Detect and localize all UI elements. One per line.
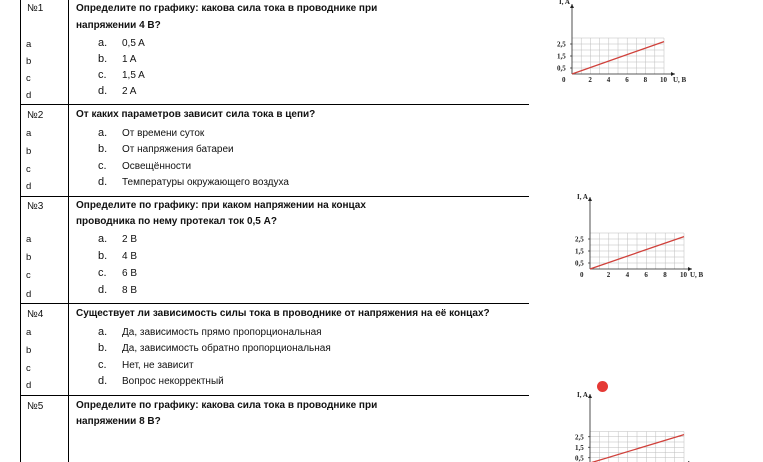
- option-key: b: [26, 345, 32, 356]
- option-letter: d.: [98, 284, 108, 296]
- option-letter: c.: [98, 267, 107, 279]
- question-text-line: проводника по нему протекал ток 0,5 A?: [76, 216, 277, 227]
- option-key: c: [26, 270, 31, 281]
- option-d[interactable]: 8 B: [122, 285, 138, 296]
- question-number: №1: [27, 3, 44, 14]
- y-axis-label: I, A: [559, 0, 570, 6]
- question-text-line: Определите по графику: какова сила тока в проводнике при: [76, 3, 378, 14]
- x-tick-label: 6: [644, 271, 648, 279]
- y-tick-label: 0,5: [557, 64, 566, 73]
- option-letter: b.: [98, 342, 108, 354]
- option-key: d: [26, 380, 32, 391]
- option-a[interactable]: 2 B: [122, 234, 138, 245]
- option-b[interactable]: Да, зависимость обратно пропорциональная: [122, 343, 331, 354]
- option-letter: d.: [98, 375, 108, 387]
- question-number: №4: [27, 309, 44, 320]
- option-letter: b.: [98, 53, 108, 65]
- option-b[interactable]: 4 B: [122, 251, 138, 262]
- option-key: a: [26, 39, 32, 50]
- x-tick-label: 6: [625, 76, 629, 84]
- option-key: b: [26, 56, 32, 67]
- option-key: d: [26, 181, 32, 192]
- x-tick-label: 4: [606, 76, 611, 84]
- option-letter: a.: [98, 326, 108, 338]
- option-key: c: [26, 363, 31, 374]
- question-text-line: напряжении 8 В?: [76, 416, 161, 427]
- option-key: d: [26, 90, 32, 101]
- option-key: a: [26, 128, 32, 139]
- option-key: b: [26, 252, 32, 263]
- x-tick-label: 4: [625, 271, 630, 279]
- option-d[interactable]: Температуры окружающего воздуха: [122, 177, 289, 188]
- option-a[interactable]: От времени суток: [122, 128, 205, 139]
- option-b[interactable]: От напряжения батареи: [122, 144, 234, 155]
- option-c[interactable]: Нет, не зависит: [122, 360, 194, 371]
- x-tick-label: 2: [588, 76, 592, 84]
- question-number: №5: [27, 401, 44, 412]
- x-axis-label: U, B: [673, 76, 687, 84]
- y-tick-label: 1,5: [557, 52, 566, 61]
- option-b[interactable]: 1 A: [122, 54, 137, 65]
- y-tick-label: 2,5: [575, 235, 584, 244]
- option-c[interactable]: Освещённости: [122, 161, 192, 172]
- y-tick-label: 0,5: [575, 259, 584, 268]
- row-divider: [20, 395, 529, 396]
- option-letter: a.: [98, 233, 108, 245]
- option-a[interactable]: Да, зависимость прямо пропорциональная: [122, 327, 322, 338]
- x-tick-label: 2: [606, 271, 611, 279]
- row-divider: [20, 104, 529, 105]
- option-key: a: [26, 234, 32, 245]
- option-letter: c.: [98, 69, 107, 81]
- option-key: b: [26, 146, 32, 157]
- option-d[interactable]: Вопрос некорректный: [122, 376, 224, 387]
- question-text-line: Определите по графику: при каком напряжении на концах: [76, 200, 366, 211]
- option-key: c: [26, 164, 31, 175]
- x-tick-label: 10: [660, 76, 667, 84]
- row-divider: [20, 303, 529, 304]
- question-text-line: Существует ли зависимость силы тока в проводнике от напряжения на её концах?: [76, 308, 490, 319]
- graph-question-3: [562, 193, 712, 285]
- option-key: d: [26, 289, 32, 300]
- x-tick-label: 10: [680, 271, 687, 279]
- question-text-line: напряжении 4 В?: [76, 20, 161, 31]
- origin-label: 0: [580, 271, 584, 279]
- option-letter: a.: [98, 127, 108, 139]
- option-letter: c.: [98, 160, 107, 172]
- y-axis-arrow: [588, 197, 592, 201]
- y-axis-label: I, A: [577, 391, 588, 399]
- graph-question-1: [555, 0, 695, 90]
- option-letter: d.: [98, 85, 108, 97]
- option-letter: b.: [98, 250, 108, 262]
- option-key: a: [26, 327, 32, 338]
- question-text-line: Определите по графику: какова сила тока в проводнике при: [76, 400, 378, 411]
- option-letter: c.: [98, 359, 107, 371]
- y-tick-label: 1,5: [575, 443, 584, 452]
- y-axis-label: I, A: [577, 193, 588, 201]
- y-tick-label: 1,5: [575, 247, 584, 256]
- option-d[interactable]: 2 A: [122, 86, 137, 97]
- option-letter: a.: [98, 37, 108, 49]
- origin-label: 0: [562, 76, 566, 84]
- y-tick-label: 2,5: [575, 433, 584, 442]
- table-left-border: [20, 0, 21, 462]
- y-axis-arrow: [570, 4, 574, 8]
- y-axis-arrow: [588, 394, 592, 398]
- y-tick-label: 2,5: [557, 40, 566, 49]
- option-letter: d.: [98, 176, 108, 188]
- option-letter: b.: [98, 143, 108, 155]
- option-key: c: [26, 73, 31, 84]
- question-text-line: От каких параметров зависит сила тока в цепи?: [76, 109, 316, 120]
- question-number: №2: [27, 110, 44, 121]
- x-tick-label: 8: [663, 271, 667, 279]
- option-c[interactable]: 6 B: [122, 268, 138, 279]
- table-column-divider: [68, 0, 69, 462]
- x-axis-label: U, B: [690, 271, 704, 279]
- graph-question-5: [562, 391, 712, 462]
- y-tick-label: 0,5: [575, 454, 584, 462]
- option-c[interactable]: 1,5 A: [122, 70, 145, 81]
- option-a[interactable]: 0,5 A: [122, 38, 145, 49]
- x-tick-label: 8: [643, 76, 648, 84]
- question-number: №3: [27, 201, 44, 212]
